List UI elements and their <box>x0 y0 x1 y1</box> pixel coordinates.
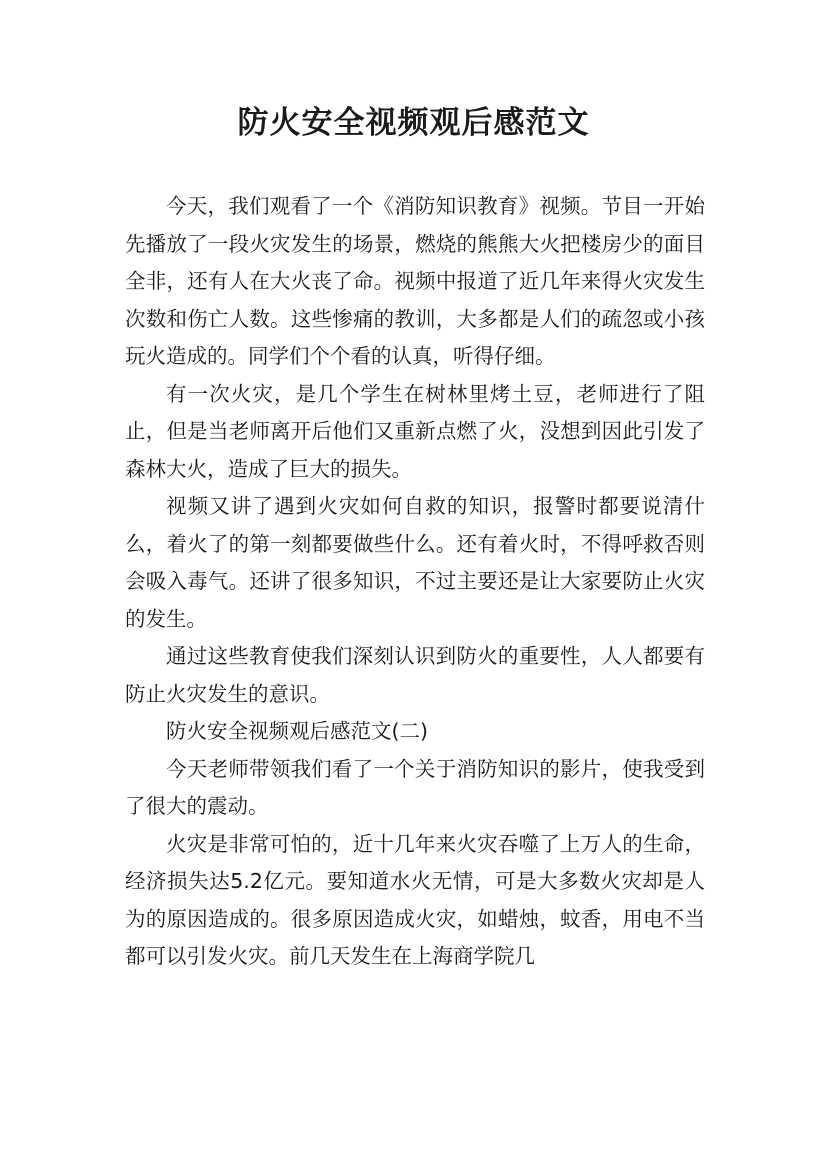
document-body <box>125 188 705 976</box>
paragraph-4: 通过这些教育使我们深刻认识到防火的重要性，人人都要有防止火灾发生的意识。 <box>125 644 705 706</box>
document-title: 防火安全视频观后感范文 <box>237 105 590 141</box>
paragraph-2: 有一次火灾，是几个学生在树林里烤土豆，老师进行了阻止，但是当老师离开后他们又重新点燃了火，没想到因此引发了森林大火，造成了巨大的损失。 <box>125 381 705 481</box>
paragraph-6: 火灾是非常可怕的，近十几年来火灾吞噬了上万人的生命，经济损失达5.2亿元。要知道水火无情，可是大多数火灾却是人为的原因造成的。很多原因造成火灾，如蜡烛，蚊香，用电不当都可以引发火灾。前几天发生在上海商学院几 <box>125 831 705 968</box>
paragraph-5: 今天老师带领我们看了一个关于消防知识的影片，使我受到了很大的震动。 <box>125 756 705 818</box>
paragraph-3: 视频又讲了遇到火灾如何自救的知识，报警时都要说清什么，着火了的第一刻都要做些什么。还有着火时，不得呼救否则会吸入毒气。还讲了很多知识，不过主要还是让大家要防止火灾的发生。 <box>125 494 705 631</box>
paragraph-1: 今天，我们观看了一个《消防知识教育》视频。节目一开始先播放了一段火灾发生的场景，燃烧的熊熊大火把楼房少的面目全非，还有人在大火丧了命。视频中报道了近几年来得火灾发生次数和伤亡人数。这些惨痛的教训，大多都是人们的疏忽或小孩玩火造成的。同学们个个看的认真，听得仔细。 <box>125 194 705 368</box>
section-heading: 防火安全视频观后感范文(二) <box>166 719 428 743</box>
